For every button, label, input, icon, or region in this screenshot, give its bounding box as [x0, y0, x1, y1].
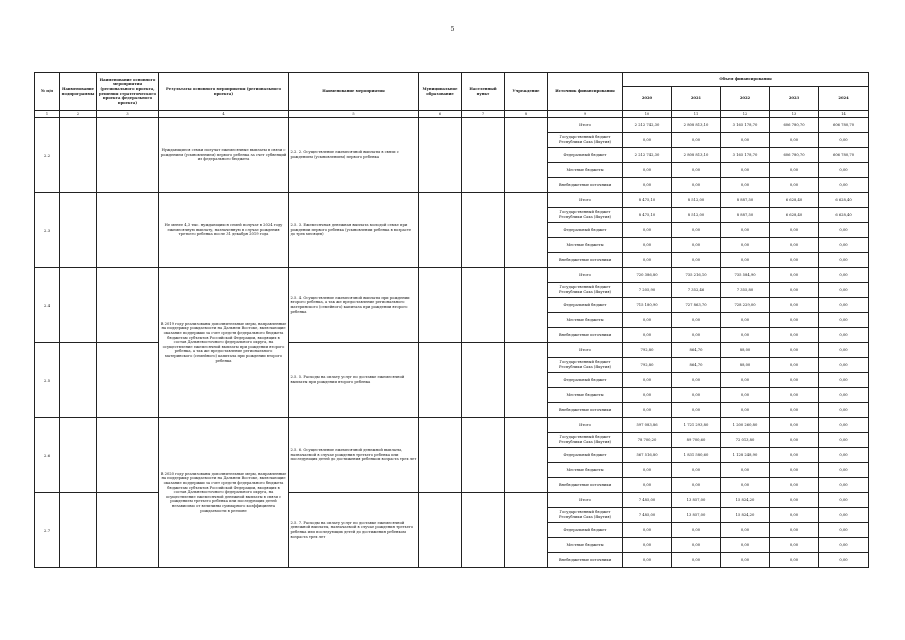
amount-cell: 720 386,80 [623, 268, 672, 283]
project-cell [97, 268, 159, 343]
institution-cell [505, 493, 548, 568]
amount-cell: 0,00 [770, 418, 819, 433]
source-cell: Федеральный бюджет [548, 448, 623, 463]
source-cell: Государственный бюджет Республики Саха (Якутия) [548, 358, 623, 373]
amount-cell: 0,00 [770, 448, 819, 463]
amount-cell: 0,00 [770, 313, 819, 328]
amount-cell: 0,00 [819, 463, 869, 478]
column-number: 11 [672, 111, 721, 118]
amount-cell: 1 128 248,90 [721, 448, 770, 463]
amount-cell: 0,00 [721, 523, 770, 538]
header-project: Наименование основного мероприятия (регионального проекта, решения стратегического проекта федерального проекта) [97, 73, 159, 111]
amount-cell: 0,00 [770, 178, 819, 193]
amount-cell: 0,00 [721, 238, 770, 253]
activity-cell: 2.5. 3. Ежемесячная денежная выплата молодой семье при рождении первого ребенка (усыновлении ребенка в возрасте до трех месяцев) [289, 193, 419, 268]
amount-cell: 0,00 [721, 133, 770, 148]
amount-cell: 2 808 813,10 [672, 148, 721, 163]
result-cell: Не менее 4,3 тыс. нуждающихся семей получат в 2024 году ежемесячную выплату, назначенную в случае рождения третьего ребенка после 31 декабря 2019 года [159, 193, 289, 268]
amount-cell: 0,00 [770, 373, 819, 388]
amount-cell: 0,00 [623, 238, 672, 253]
column-number: 9 [548, 111, 623, 118]
source-cell: Местные бюджеты [548, 238, 623, 253]
municipal-cell [419, 118, 462, 193]
amount-cell: 606 780,70 [770, 148, 819, 163]
amount-cell: 0,00 [819, 478, 869, 493]
amount-cell: 728 229,00 [721, 298, 770, 313]
amount-cell: 0,00 [623, 403, 672, 418]
subprogram-cell [60, 493, 97, 568]
institution-cell [505, 343, 548, 418]
amount-cell: 0,00 [623, 328, 672, 343]
amount-cell: 0,00 [819, 433, 869, 448]
amount-cell: 0,00 [623, 133, 672, 148]
column-number: 10 [623, 111, 672, 118]
municipal-cell [419, 193, 462, 268]
amount-cell: 0,00 [819, 553, 869, 568]
project-cell [97, 418, 159, 493]
amount-cell: 0,00 [819, 538, 869, 553]
amount-cell: 0,00 [672, 133, 721, 148]
header-volume: Объем финансирования [623, 73, 869, 87]
column-number-row [35, 111, 869, 118]
source-cell: Местные бюджеты [548, 463, 623, 478]
amount-cell: 0,00 [623, 538, 672, 553]
header-institution: Учреждение [505, 73, 548, 111]
amount-cell: 0,00 [819, 133, 869, 148]
amount-cell: 0,00 [770, 328, 819, 343]
amount-cell: 0,00 [721, 463, 770, 478]
header-year: 2020 [623, 87, 672, 111]
amount-cell: 0,00 [623, 463, 672, 478]
amount-cell: 0,00 [819, 388, 869, 403]
amount-cell: 0,00 [770, 238, 819, 253]
amount-cell: 0,00 [672, 538, 721, 553]
amount-cell: 0,00 [819, 523, 869, 538]
source-cell: Государственный бюджет Республики Саха (Якутия) [548, 283, 623, 298]
amount-cell: 0,00 [770, 163, 819, 178]
subprogram-cell [60, 418, 97, 493]
amount-cell: 0,00 [770, 538, 819, 553]
source-cell: Федеральный бюджет [548, 148, 623, 163]
column-number: 6 [419, 111, 462, 118]
settlement-cell [462, 418, 505, 493]
amount-cell: 0,00 [819, 508, 869, 523]
amount-cell: 792,80 [623, 358, 672, 373]
source-cell: Внебюджетные источники [548, 403, 623, 418]
amount-cell: 7 485,00 [623, 508, 672, 523]
amount-cell: 0,00 [721, 163, 770, 178]
amount-cell: 8 475,10 [623, 208, 672, 223]
column-number: 5 [289, 111, 419, 118]
municipal-cell [419, 268, 462, 343]
header-source: Источник финансирования [548, 73, 623, 111]
header-subprogram: Наименование подпрограммы [60, 73, 97, 111]
amount-cell: 606 780,70 [819, 148, 869, 163]
subprogram-cell [60, 268, 97, 343]
amount-cell: 0,00 [770, 553, 819, 568]
amount-cell: 735 584,90 [721, 268, 770, 283]
amount-cell: 88,00 [721, 358, 770, 373]
subprogram-cell [60, 118, 97, 193]
amount-cell: 0,00 [721, 253, 770, 268]
row-code: 2.4 [35, 268, 60, 343]
amount-cell: 8 475,10 [623, 193, 672, 208]
header-activity: Наименование мероприятия [289, 73, 419, 111]
amount-cell: 0,00 [672, 553, 721, 568]
source-cell: Внебюджетные источники [548, 178, 623, 193]
column-number: 3 [97, 111, 159, 118]
source-cell: Внебюджетные источники [548, 478, 623, 493]
amount-cell: 0,00 [672, 223, 721, 238]
amount-cell: 72 013,80 [721, 433, 770, 448]
amount-cell: 8 512,00 [672, 208, 721, 223]
amount-cell: 0,00 [819, 253, 869, 268]
municipal-cell [419, 418, 462, 493]
amount-cell: 6 628,40 [819, 208, 869, 223]
amount-cell: 0,00 [672, 523, 721, 538]
source-cell: Итого [548, 193, 623, 208]
activity-cell: 2.5. 6. Осуществление ежемесячной денежной выплаты, назначаемой в случае рождения третьего ребенка или последующих детей до достижения ребенком возраста трех лет [289, 418, 419, 493]
amount-cell: 735 216,10 [672, 268, 721, 283]
header-settlement: Населенный пункт [462, 73, 505, 111]
amount-cell: 0,00 [623, 523, 672, 538]
amount-cell: 0,00 [721, 478, 770, 493]
amount-cell: 0,00 [623, 163, 672, 178]
source-cell: Местные бюджеты [548, 313, 623, 328]
amount-cell: 0,00 [770, 508, 819, 523]
column-number: 4 [159, 111, 289, 118]
amount-cell: 0,00 [819, 223, 869, 238]
header-year: 2023 [770, 87, 819, 111]
project-cell [97, 493, 159, 568]
source-cell: Федеральный бюджет [548, 373, 623, 388]
amount-cell: 0,00 [721, 388, 770, 403]
amount-cell: 1 721 293,80 [672, 418, 721, 433]
activity-cell: 2.5. 4. Осуществление ежемесячной выплаты при рождении второго ребенка, а так же предоставление регионального материнского (семейного) капитала при рождении второго ребенка [289, 268, 419, 343]
source-cell: Внебюджетные источники [548, 328, 623, 343]
amount-cell: 0,00 [770, 433, 819, 448]
amount-cell: 0,00 [819, 283, 869, 298]
source-cell: Государственный бюджет Республики Саха (Якутия) [548, 133, 623, 148]
table-row [35, 193, 869, 208]
amount-cell: 7 352,46 [672, 283, 721, 298]
amount-cell: 0,00 [623, 178, 672, 193]
amount-cell: 0,00 [721, 553, 770, 568]
amount-cell: 6 628,40 [770, 193, 819, 208]
table-row [35, 268, 869, 283]
amount-cell: 2 212 742,30 [623, 148, 672, 163]
source-cell: Государственный бюджет Республики Саха (Якутия) [548, 208, 623, 223]
result-cell: Нуждающиеся семьи получат ежемесячные выплаты в связи с рождением (усыновлением) первого ребенка за счет субвенций из федерального бюджета [159, 118, 289, 193]
amount-cell: 7 485,00 [623, 493, 672, 508]
amount-cell: 0,00 [672, 388, 721, 403]
amount-cell: 8 887,50 [721, 208, 770, 223]
amount-cell: 0,00 [770, 253, 819, 268]
header-municipal: Муниципальное образование [419, 73, 462, 111]
source-cell: Федеральный бюджет [548, 298, 623, 313]
municipal-cell [419, 343, 462, 418]
amount-cell: 0,00 [672, 403, 721, 418]
financing-table [34, 72, 869, 568]
amount-cell: 0,00 [819, 373, 869, 388]
amount-cell: 0,00 [819, 313, 869, 328]
amount-cell: 13 857,00 [672, 493, 721, 508]
amount-cell: 2 808 813,10 [672, 118, 721, 133]
project-cell [97, 343, 159, 418]
amount-cell: 78 700,20 [623, 433, 672, 448]
amount-cell: 0,00 [623, 223, 672, 238]
result-cell: В 2020 году реализованы дополнительные меры, направленные на поддержку рождаемости на Дальнем Востоке, включающие оказание поддержки за счет средств федерального бюджета бюджетам субъектов Российской Федерации, входящих в состав Дальневосточного федерального округа, на осуществление ежемесячной денежной выплаты в связи с рождением третьего ребенка или последующих детей независимо от величины суммарного коэффициента рождаемости в регионе [159, 418, 289, 568]
amount-cell: 0,00 [672, 163, 721, 178]
subprogram-cell [60, 193, 97, 268]
activity-cell: 2.5. 7. Расходы на оплату услуг по доставке ежемесячной денежной выплаты, назначаемой в случае рождения третьего ребенка или последующих детей до достижения ребенком возраста трех лет [289, 493, 419, 568]
source-cell: Государственный бюджет Республики Саха (Якутия) [548, 433, 623, 448]
column-number: 13 [770, 111, 819, 118]
project-cell [97, 193, 159, 268]
amount-cell: 0,00 [819, 403, 869, 418]
amount-cell: 1 200 260,80 [721, 418, 770, 433]
amount-cell: 0,00 [672, 373, 721, 388]
amount-cell: 0,00 [770, 343, 819, 358]
activity-cell: 2.5. 5. Расходы на оплату услуг по доставке ежемесячной выплаты при рождении второго ребенка [289, 343, 419, 418]
institution-cell [505, 193, 548, 268]
amount-cell: 0,00 [672, 253, 721, 268]
source-cell: Итого [548, 418, 623, 433]
source-cell: Итого [548, 268, 623, 283]
amount-cell: 2 212 742,30 [623, 118, 672, 133]
amount-cell: 0,00 [721, 223, 770, 238]
column-number: 2 [60, 111, 97, 118]
amount-cell: 15 824,20 [721, 493, 770, 508]
municipal-cell [419, 493, 462, 568]
institution-cell [505, 268, 548, 343]
amount-cell: 0,00 [819, 238, 869, 253]
header-results: Результаты основного мероприятия (регионального проекта) [159, 73, 289, 111]
source-cell: Федеральный бюджет [548, 523, 623, 538]
header-row [35, 73, 869, 87]
amount-cell: 0,00 [672, 313, 721, 328]
amount-cell: 0,00 [819, 178, 869, 193]
amount-cell: 792,80 [623, 343, 672, 358]
amount-cell: 0,00 [770, 268, 819, 283]
column-number: 1 [35, 111, 60, 118]
amount-cell: 727 863,70 [672, 298, 721, 313]
amount-cell: 13 857,00 [672, 508, 721, 523]
activity-cell: 2.2. 2. Осуществление ежемесячной выплаты в связи с рождением (усыновлением) первого ребенка [289, 118, 419, 193]
project-cell [97, 118, 159, 193]
amount-cell: 8 887,50 [721, 193, 770, 208]
settlement-cell [462, 193, 505, 268]
amount-cell: 7 205,90 [623, 283, 672, 298]
amount-cell: 0,00 [770, 493, 819, 508]
source-cell: Местные бюджеты [548, 538, 623, 553]
amount-cell: 0,00 [770, 523, 819, 538]
amount-cell: 567 516,80 [623, 448, 672, 463]
amount-cell: 0,00 [623, 553, 672, 568]
institution-cell [505, 418, 548, 493]
amount-cell: 0,00 [721, 178, 770, 193]
source-cell: Местные бюджеты [548, 388, 623, 403]
amount-cell: 0,00 [672, 463, 721, 478]
amount-cell: 597 083,86 [623, 418, 672, 433]
amount-cell: 0,00 [672, 478, 721, 493]
row-code: 2.3 [35, 193, 60, 268]
amount-cell: 0,00 [819, 343, 869, 358]
amount-cell: 0,00 [623, 313, 672, 328]
amount-cell: 606 780,70 [819, 118, 869, 133]
result-cell: В 2019 году реализованы дополнительные меры, направленные на поддержку рождаемости на Дальнем Востоке, включающие оказание поддержки за счет средств федерального бюджета бюджетам субъектов Российской Федерации, входящих в состав Дальневосточного федерального округа, на осуществление ежемесячной выплаты при рождении второго ребенка, а так же предоставление регионального материнского (семейного) капитала при рождении второго ребенка [159, 268, 289, 418]
amount-cell: 0,00 [623, 253, 672, 268]
settlement-cell [462, 343, 505, 418]
source-cell: Местные бюджеты [548, 163, 623, 178]
header-num: № п/п [35, 73, 60, 111]
amount-cell: 0,00 [721, 373, 770, 388]
source-cell: Итого [548, 118, 623, 133]
amount-cell: 606 780,70 [770, 118, 819, 133]
amount-cell: 0,00 [819, 268, 869, 283]
amount-cell: 0,00 [770, 283, 819, 298]
amount-cell: 89 700,60 [672, 433, 721, 448]
amount-cell: 0,00 [819, 358, 869, 373]
row-code: 2.6 [35, 418, 60, 493]
settlement-cell [462, 268, 505, 343]
amount-cell: 3 165 178,70 [721, 148, 770, 163]
table-row [35, 418, 869, 433]
amount-cell: 6 628,40 [770, 208, 819, 223]
source-cell: Итого [548, 493, 623, 508]
header-year: 2024 [819, 87, 869, 111]
amount-cell: 864,70 [672, 358, 721, 373]
row-code: 2.7 [35, 493, 60, 568]
column-number: 8 [505, 111, 548, 118]
amount-cell: 0,00 [770, 298, 819, 313]
settlement-cell [462, 493, 505, 568]
amount-cell: 0,00 [672, 178, 721, 193]
amount-cell: 0,00 [672, 328, 721, 343]
header-year: 2022 [721, 87, 770, 111]
amount-cell: 0,00 [819, 418, 869, 433]
subprogram-cell [60, 343, 97, 418]
amount-cell: 0,00 [819, 298, 869, 313]
amount-cell: 0,00 [623, 373, 672, 388]
institution-cell [505, 118, 548, 193]
amount-cell: 1 831 580,60 [672, 448, 721, 463]
amount-cell: 7 355,80 [721, 283, 770, 298]
source-cell: Внебюджетные источники [548, 253, 623, 268]
amount-cell: 0,00 [770, 388, 819, 403]
amount-cell: 715 180,90 [623, 298, 672, 313]
amount-cell: 0,00 [721, 538, 770, 553]
row-code: 2.5 [35, 343, 60, 418]
amount-cell: 3 165 178,70 [721, 118, 770, 133]
row-code: 2.2 [35, 118, 60, 193]
amount-cell: 88,00 [721, 343, 770, 358]
amount-cell: 0,00 [721, 313, 770, 328]
amount-cell: 0,00 [819, 448, 869, 463]
amount-cell: 0,00 [721, 403, 770, 418]
amount-cell: 6 628,40 [819, 193, 869, 208]
column-number: 7 [462, 111, 505, 118]
amount-cell: 0,00 [770, 463, 819, 478]
source-cell: Государственный бюджет Республики Саха (Якутия) [548, 508, 623, 523]
amount-cell: 0,00 [770, 358, 819, 373]
source-cell: Итого [548, 343, 623, 358]
page-number: 5 [450, 26, 455, 33]
amount-cell: 0,00 [770, 223, 819, 238]
amount-cell: 0,00 [770, 403, 819, 418]
amount-cell: 0,00 [819, 493, 869, 508]
amount-cell: 0,00 [623, 478, 672, 493]
amount-cell: 864,70 [672, 343, 721, 358]
column-number: 14 [819, 111, 869, 118]
amount-cell: 0,00 [819, 163, 869, 178]
amount-cell: 15 824,20 [721, 508, 770, 523]
settlement-cell [462, 118, 505, 193]
table-row [35, 118, 869, 133]
amount-cell: 0,00 [819, 328, 869, 343]
amount-cell: 0,00 [770, 133, 819, 148]
source-cell: Внебюджетные источники [548, 553, 623, 568]
amount-cell: 8 512,00 [672, 193, 721, 208]
amount-cell: 0,00 [672, 238, 721, 253]
amount-cell: 0,00 [721, 328, 770, 343]
amount-cell: 0,00 [623, 388, 672, 403]
amount-cell: 0,00 [770, 478, 819, 493]
header-year: 2021 [672, 87, 721, 111]
column-number: 12 [721, 111, 770, 118]
source-cell: Федеральный бюджет [548, 223, 623, 238]
